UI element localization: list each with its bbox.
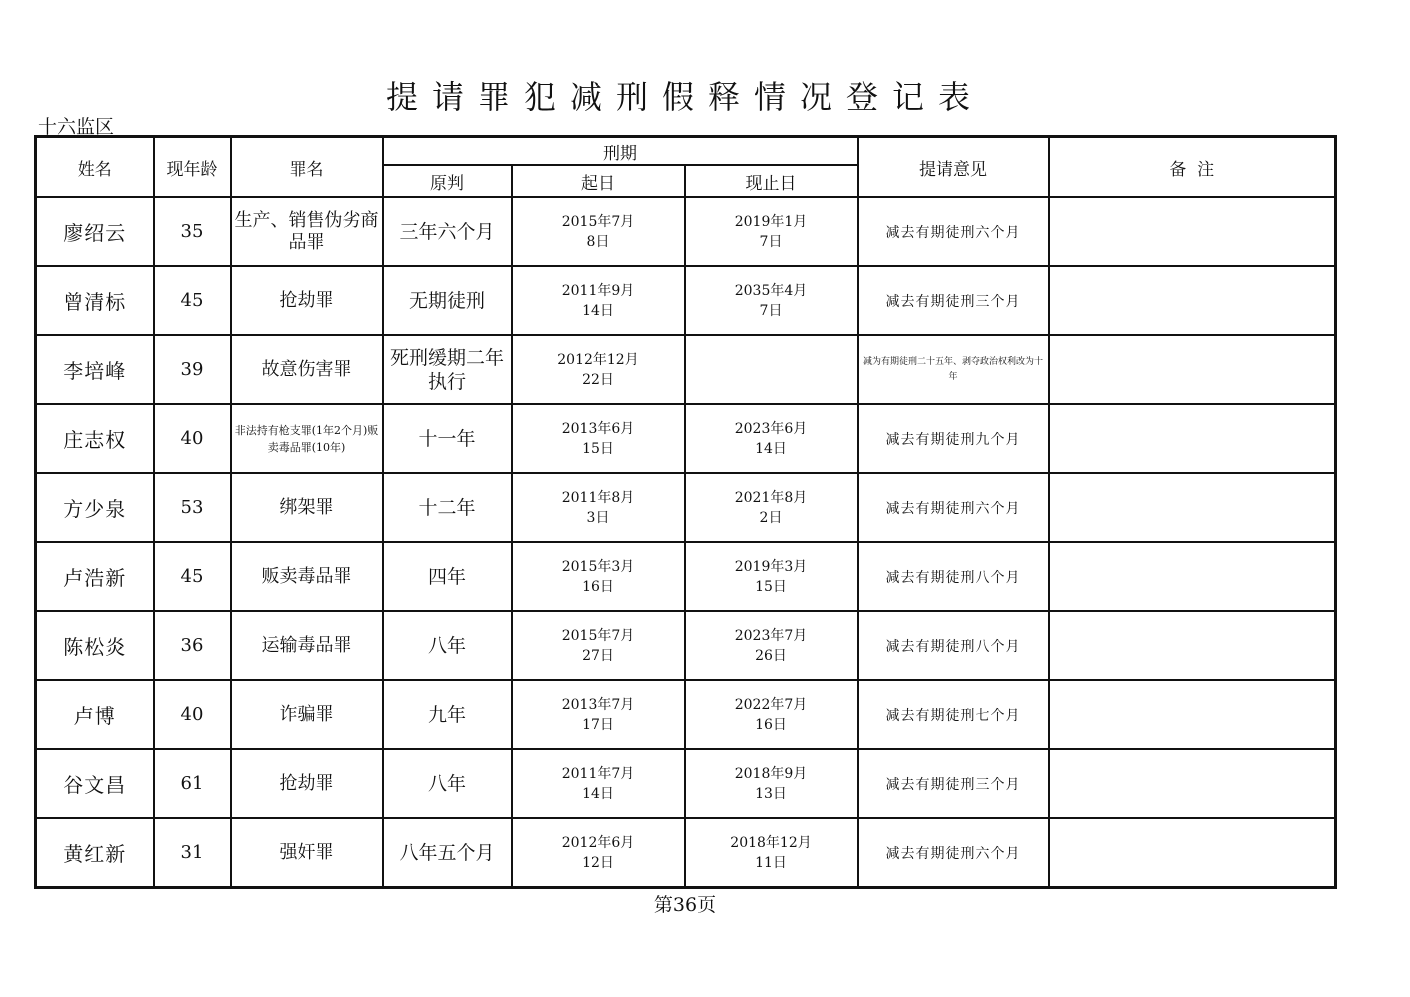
cell-name: 李培峰 (36, 335, 154, 404)
cell-original-sentence: 八年 (383, 611, 512, 680)
cell-opinion: 减去有期徒刑八个月 (858, 611, 1049, 680)
header-end-date: 现止日 (685, 165, 858, 197)
cell-age: 53 (154, 473, 231, 542)
cell-original-sentence: 八年五个月 (383, 818, 512, 888)
cell-crime: 故意伤害罪 (231, 335, 383, 404)
cell-start-date (512, 197, 685, 266)
cell-remark (1049, 611, 1336, 680)
end-date-month: 2035年4月 (734, 282, 808, 299)
cell-original-sentence: 九年 (383, 680, 512, 749)
header-age: 现年龄 (154, 137, 231, 198)
end-date-day: 13日 (755, 785, 787, 802)
cell-end-date (685, 542, 858, 611)
table-row (36, 473, 1336, 542)
cell-crime: 非法持有枪支罪(1年2个月)贩卖毒品罪(10年) (231, 404, 383, 473)
start-date-month: 2015年7月 (561, 213, 635, 230)
start-date-day: 16日 (582, 578, 614, 595)
end-date-month: 2018年9月 (734, 765, 808, 782)
cell-start-date (512, 266, 685, 335)
page-number: 第36页 (653, 894, 717, 916)
start-date-month: 2013年7月 (561, 696, 635, 713)
cell-opinion: 减去有期徒刑六个月 (858, 818, 1049, 888)
cell-end-date (685, 335, 858, 404)
cell-remark (1049, 473, 1336, 542)
cell-opinion: 减去有期徒刑六个月 (858, 197, 1049, 266)
cell-start-date (512, 818, 685, 888)
end-date-month: 2022年7月 (734, 696, 808, 713)
cell-age: 31 (154, 818, 231, 888)
cell-crime: 生产、销售伪劣商品罪 (231, 197, 383, 266)
start-date-day: 17日 (582, 716, 614, 733)
cell-crime: 诈骗罪 (231, 680, 383, 749)
cell-age: 40 (154, 680, 231, 749)
cell-opinion: 减去有期徒刑七个月 (858, 680, 1049, 749)
cell-opinion: 减去有期徒刑八个月 (858, 542, 1049, 611)
start-date-month: 2013年6月 (561, 420, 635, 437)
end-date-day: 15日 (755, 578, 787, 595)
cell-end-date (685, 749, 858, 818)
start-date-month: 2015年3月 (561, 558, 635, 575)
start-date-month: 2012年12月 (557, 351, 639, 368)
cell-original-sentence: 无期徒刑 (383, 266, 512, 335)
end-date-month: 2019年1月 (734, 213, 808, 230)
cell-remark (1049, 266, 1336, 335)
cell-remark (1049, 335, 1336, 404)
cell-end-date (685, 611, 858, 680)
table-row (36, 335, 1336, 404)
end-date-day: 7日 (759, 302, 783, 319)
cell-name: 黄红新 (36, 818, 154, 888)
prison-area-label: 十六监区 (38, 116, 115, 138)
cell-age: 40 (154, 404, 231, 473)
end-date-day: 16日 (755, 716, 787, 733)
end-date-day: 7日 (759, 233, 783, 250)
cell-crime: 强奸罪 (231, 818, 383, 888)
end-date-day: 14日 (755, 440, 787, 457)
cell-remark (1049, 404, 1336, 473)
cell-opinion: 减为有期徒刑二十五年、剥夺政治权利改为十年 (858, 335, 1049, 404)
cell-name: 廖绍云 (36, 197, 154, 266)
cell-start-date (512, 611, 685, 680)
cell-end-date (685, 266, 858, 335)
start-date-day: 8日 (586, 233, 610, 250)
start-date-day: 14日 (582, 302, 614, 319)
cell-end-date (685, 818, 858, 888)
start-date-day: 27日 (582, 647, 614, 664)
cell-end-date (685, 404, 858, 473)
cell-original-sentence: 三年六个月 (383, 197, 512, 266)
cell-name: 谷文昌 (36, 749, 154, 818)
cell-original-sentence: 死刑缓期二年执行 (383, 335, 512, 404)
cell-name: 庄志权 (36, 404, 154, 473)
end-date-day: 26日 (755, 647, 787, 664)
end-date-month: 2023年6月 (734, 420, 808, 437)
header-remark: 备 注 (1049, 137, 1336, 198)
cell-opinion: 减去有期徒刑九个月 (858, 404, 1049, 473)
start-date-month: 2011年9月 (561, 282, 635, 299)
commutation-register-table (34, 135, 1337, 889)
cell-name: 曾清标 (36, 266, 154, 335)
end-date-month: 2021年8月 (734, 489, 808, 506)
cell-end-date (685, 680, 858, 749)
table-row (36, 818, 1336, 888)
cell-end-date (685, 197, 858, 266)
cell-start-date (512, 749, 685, 818)
cell-remark (1049, 818, 1336, 888)
cell-remark (1049, 680, 1336, 749)
cell-remark (1049, 749, 1336, 818)
cell-original-sentence: 四年 (383, 542, 512, 611)
cell-age: 61 (154, 749, 231, 818)
start-date-day: 14日 (582, 785, 614, 802)
cell-age: 39 (154, 335, 231, 404)
cell-opinion: 减去有期徒刑三个月 (858, 749, 1049, 818)
cell-age: 45 (154, 266, 231, 335)
start-date-month: 2012年6月 (561, 834, 635, 851)
cell-opinion: 减去有期徒刑三个月 (858, 266, 1049, 335)
table-row (36, 266, 1336, 335)
cell-end-date (685, 473, 858, 542)
start-date-day: 3日 (586, 509, 610, 526)
start-date-day: 12日 (582, 854, 614, 871)
document-title: 提请罪犯减刑假释情况登记表 (385, 78, 984, 116)
header-sentence-group: 刑期 (383, 137, 858, 166)
header-name: 姓名 (36, 137, 154, 198)
cell-start-date (512, 404, 685, 473)
cell-name: 卢浩新 (36, 542, 154, 611)
cell-original-sentence: 十二年 (383, 473, 512, 542)
table-row (36, 680, 1336, 749)
cell-crime: 绑架罪 (231, 473, 383, 542)
start-date-day: 22日 (582, 371, 614, 388)
cell-start-date (512, 335, 685, 404)
cell-crime: 贩卖毒品罪 (231, 542, 383, 611)
cell-crime: 抢劫罪 (231, 749, 383, 818)
cell-name: 卢博 (36, 680, 154, 749)
start-date-month: 2011年8月 (561, 489, 635, 506)
table-row (36, 197, 1336, 266)
cell-original-sentence: 八年 (383, 749, 512, 818)
cell-start-date (512, 542, 685, 611)
start-date-day: 15日 (582, 440, 614, 457)
cell-opinion: 减去有期徒刑六个月 (858, 473, 1049, 542)
cell-start-date (512, 680, 685, 749)
cell-crime: 抢劫罪 (231, 266, 383, 335)
header-crime: 罪名 (231, 137, 383, 198)
cell-age: 45 (154, 542, 231, 611)
header-original-sentence: 原判 (383, 165, 512, 197)
cell-remark (1049, 542, 1336, 611)
cell-age: 35 (154, 197, 231, 266)
header-start-date: 起日 (512, 165, 685, 197)
header-opinion: 提请意见 (858, 137, 1049, 198)
cell-crime: 运输毒品罪 (231, 611, 383, 680)
table-row (36, 611, 1336, 680)
cell-age: 36 (154, 611, 231, 680)
table-row (36, 404, 1336, 473)
cell-remark (1049, 197, 1336, 266)
cell-name: 方少泉 (36, 473, 154, 542)
end-date-day: 2日 (759, 509, 783, 526)
end-date-day: 11日 (755, 854, 787, 871)
cell-start-date (512, 473, 685, 542)
end-date-month: 2019年3月 (734, 558, 808, 575)
cell-original-sentence: 十一年 (383, 404, 512, 473)
end-date-month: 2018年12月 (730, 834, 812, 851)
cell-name: 陈松炎 (36, 611, 154, 680)
table-row (36, 749, 1336, 818)
table-row (36, 542, 1336, 611)
start-date-month: 2011年7月 (561, 765, 635, 782)
end-date-month: 2023年7月 (734, 627, 808, 644)
start-date-month: 2015年7月 (561, 627, 635, 644)
